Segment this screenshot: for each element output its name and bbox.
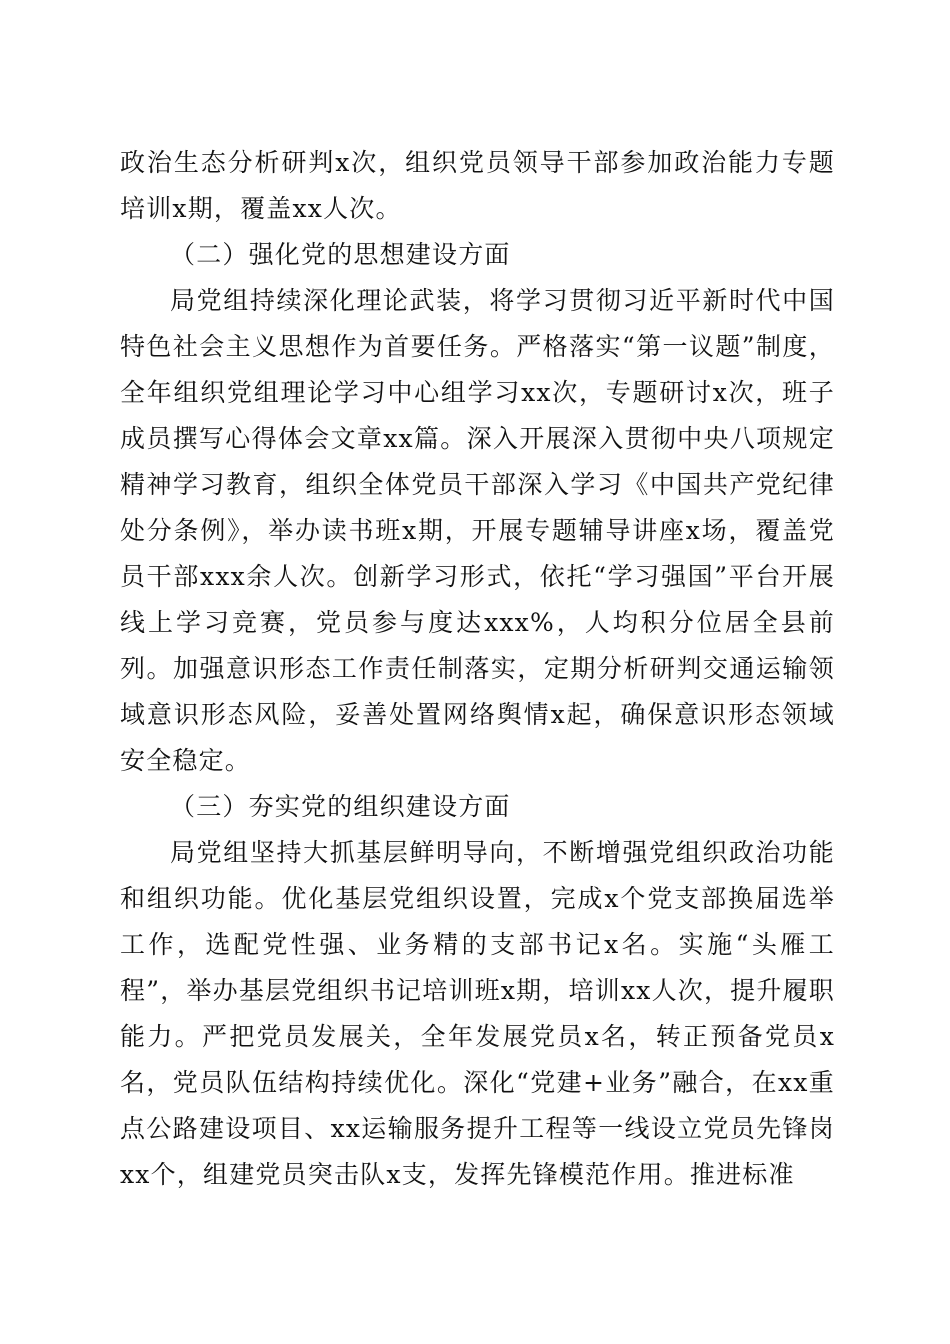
paragraph-continued: 政治生态分析研判x次，组织党员领导干部参加政治能力专题培训x期，覆盖xx人次。 — [120, 148, 835, 223]
paragraph-ideological: 局党组持续深化理论武装，将学习贯彻习近平新时代中国特色社会主义思想作为首要任务。严格落实“第一议题”制度，全年组织党组理论学习中心组学习xx次，专题研讨x次，班子成员撰写心得体会文章xx篇。深入开展深入贯彻中央八项规定精神学习教育，组织全体党员干部深入学习《中国共产党纪律处分条例》，举办读书班x期，开展专题辅导讲座x场，覆盖党员干部xxx余人次。创新学习形式，依托“学习强国”平台开展线上学习竞赛，党员参与度达xxx%，人均积分位居全县前列。加强意识形态工作责任制落实，定期分析研判交通运输领域意识形态风险，妥善处置网络舆情x起，确保意识形态领域安全稳定。 — [120, 286, 835, 775]
section-heading-ideological: （二）强化党的思想建设方面 — [170, 240, 511, 269]
paragraph-organizational: 局党组坚持大抓基层鲜明导向，不断增强党组织政治功能和组织功能。优化基层党组织设置，完成x个党支部换届选举工作，选配党性强、业务精的支部书记x名。实施“头雁工程”，举办基层党组织书记培训班x期，培训xx人次，提升履职能力。严把党员发展关，全年发展党员x名，转正预备党员x名，党员队伍结构持续优化。深化“党建+业务”融合，在xx重点公路建设项目、xx运输服务提升工程等一线设立党员先锋岗xx个，组建党员突击队x支，发挥先锋模范作用。推进标准 — [120, 838, 835, 1189]
document-body — [120, 140, 835, 1198]
section-heading-organizational: （三）夯实党的组织建设方面 — [170, 792, 511, 821]
